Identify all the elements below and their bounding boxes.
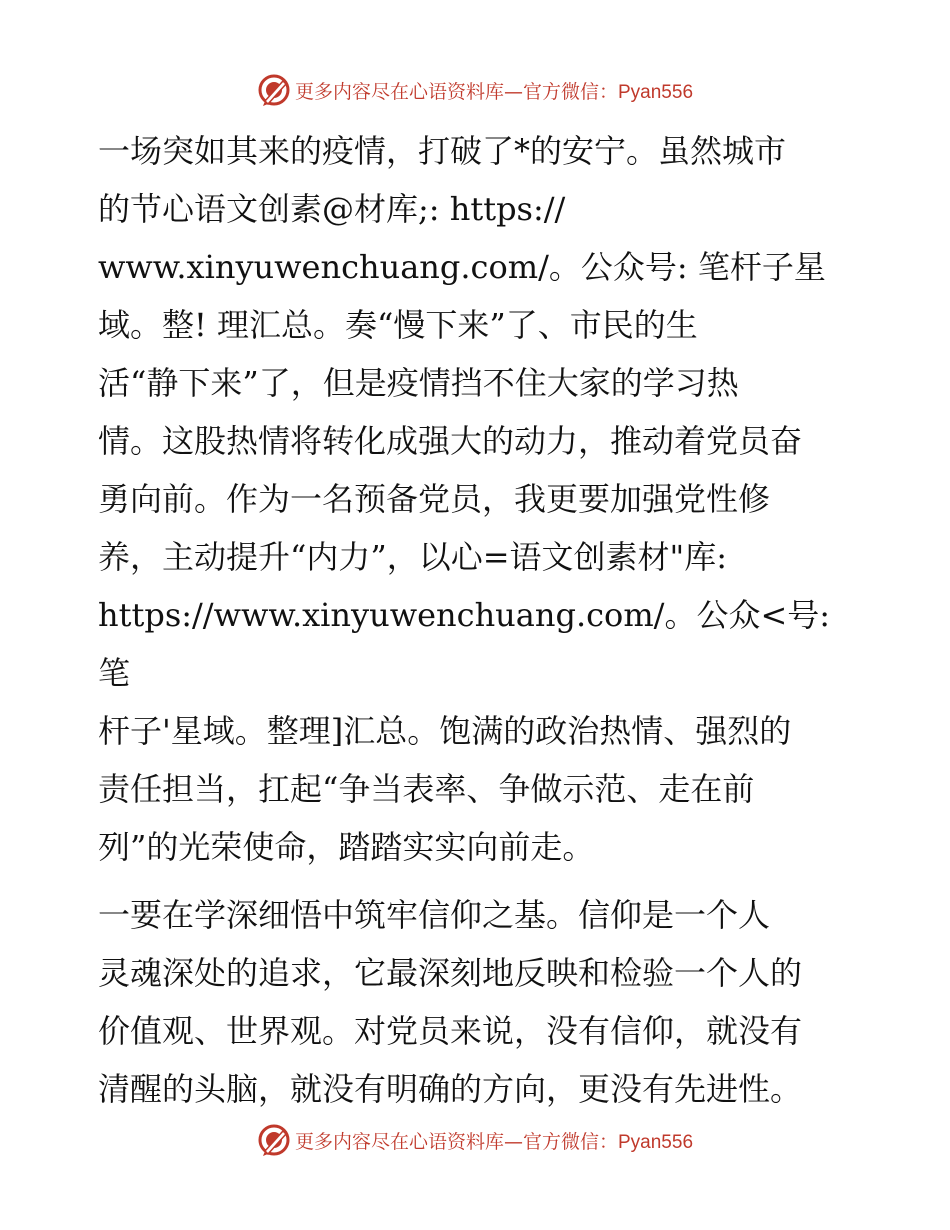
banner-wechat-id: Pyan556 xyxy=(618,81,694,103)
paragraph-2: 一要在学深细悟中筑牢信仰之基。信仰是一个人 灵魂深处的追求，它最深刻地反映和检验一个人的 价值观、世界观。对党员来说，没有信仰，就没有 清醒的头脑，就没有明确的方向，更没有先进性。 xyxy=(98,896,803,1108)
footer-banner xyxy=(0,1120,950,1160)
banner-slogan: 更多内容尽在心语资料库—官方微信： xyxy=(294,1130,618,1153)
banner-text xyxy=(295,1127,693,1154)
pen-logo-icon xyxy=(257,73,291,107)
paragraph-1: 一场突如其来的疫情，打破了*的安宁。虽然城市 的节心语文创素@材库;: https:// www.xinyuwenchuang.com/。公众号: 笔杆子星 域。整! 理汇总。奏“慢下来”了、市民的生 活“静下来”了，但是疫情挡不住大家的学习热 情。这股热情将转化成强大的动力，推动着党员奋 勇向前。作为一名预备党员，我更要加强党性修 养，主动提升“内力”，以心=语文创素材"库: https://www.xinyuwenchuang.com/。公众<号: 笔 杆子'星域。整理]汇总。饱满的政治热情、强烈的 责任担当，扛起“争当表率、争做示范、走在前 列”的光荣使命，踏踏实实向前走。 xyxy=(98,132,831,866)
document-body xyxy=(98,122,858,1118)
banner-text xyxy=(295,77,693,104)
header-banner xyxy=(0,70,950,110)
pen-logo-icon xyxy=(257,1123,291,1157)
banner-slogan: 更多内容尽在心语资料库—官方微信： xyxy=(294,80,618,103)
banner-wechat-id: Pyan556 xyxy=(618,1131,694,1153)
